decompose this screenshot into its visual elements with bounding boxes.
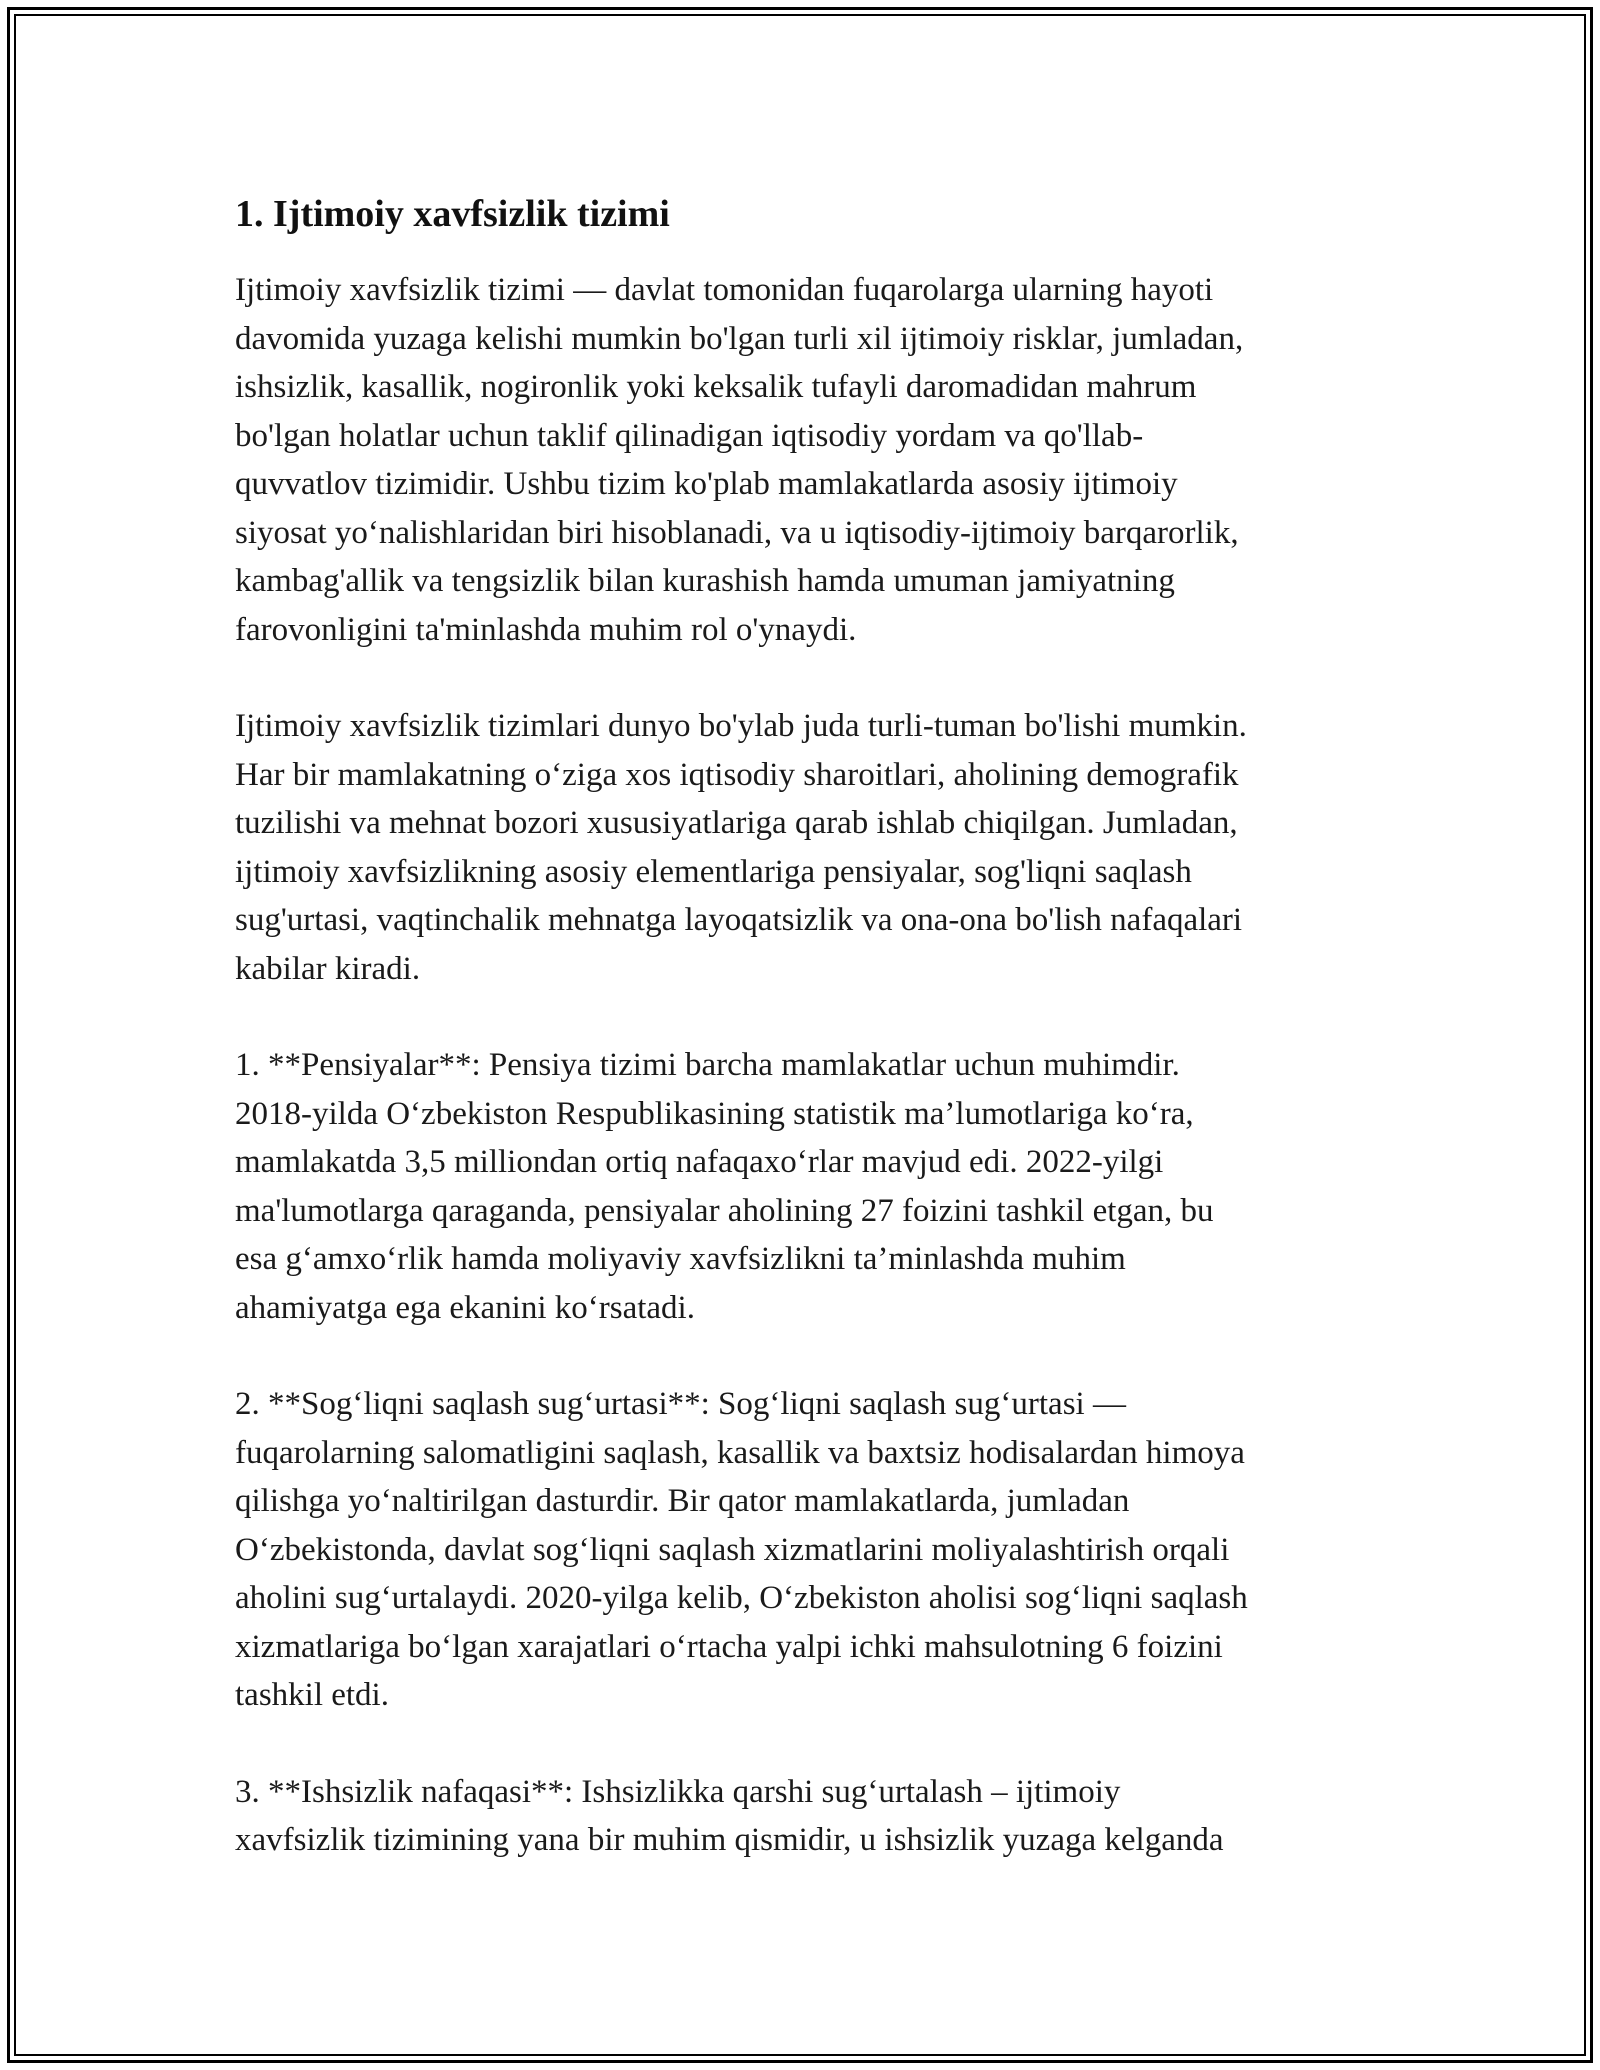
list-item-health-insurance: 2. **Sog‘liqni saqlash sug‘urtasi**: Sog‘liqni saqlash sug‘urtasi — fuqarolarning salomatligini saqlash, kasallik va baxtsiz hodisalardan himoya qilishga yo‘naltirilgan dasturdir. Bir qator mamlakatlarda, jumladan O‘zbekistonda, davlat sog‘liqni saqlash xizmatlarini moliyalashtirish orqali aholini sug‘urtalaydi. 2020-yilga kelib, O‘zbekiston aholisi sog‘liqni saqlash xizmatlariga bo‘lgan xarajatlari o‘rtacha yalpi ichki mahsulotning 6 foizini tashkil etdi. (235, 1386, 1248, 1713)
paragraph-intro: Ijtimoiy xavfsizlik tizimi — davlat tomonidan fuqarolarga ularning hayoti davomida yuzaga kelishi mumkin bo'lgan turli xil ijtimoiy risklar, jumladan, ishsizlik, kasallik, nogironlik yoki keksalik tufayli daromadidan mahrum bo'lgan holatlar uchun taklif qilinadigan iqtisodiy yordam va qo'llab- quvvatlov tizimidir. Ushbu tizim ko'plab mamlakatlarda asosiy ijtimoiy siyosat yo‘nalishlaridan biri hisoblanadi, va u iqtisodiy-ijtimoiy barqarorlik, kambag'allik va tengsizlik bilan kurashish hamda umuman jamiyatning farovonligini ta'minlashda muhim rol o'ynaydi. (235, 272, 1244, 648)
document-body (235, 188, 1365, 1913)
list-item-pensions: 1. **Pensiyalar**: Pensiya tizimi barcha mamlakatlar uchun muhimdir. 2018-yilda O‘zbekiston Respublikasining statistik ma’lumotlariga ko‘ra, mamlakatda 3,5 milliondan ortiq nafaqaxo‘rlar mavjud edi. 2022-yilgi ma'lumotlarga qaraganda, pensiyalar aholining 27 foizini tashkil etgan, bu esa g‘amxo‘rlik hamda moliyaviy xavfsizlikni ta’minlashda muhim ahamiyatga ega ekanini ko‘rsatadi. (235, 1047, 1214, 1326)
list-item-unemployment: 3. **Ishsizlik nafaqasi**: Ishsizlikka qarshi sug‘urtalash – ijtimoiy xavfsizlik tizimining yana bir muhim qismidir, u ishsizlik yuzaga kelganda (235, 1773, 1224, 1858)
paragraph-systems: Ijtimoiy xavfsizlik tizimlari dunyo bo'ylab juda turli-tuman bo'lishi mumkin. Har bir mamlakatning o‘ziga xos iqtisodiy sharoitlari, aholining demografik tuzilishi va mehnat bozori xususiyatlariga qarab ishlab chiqilgan. Jumladan, ijtimoiy xavfsizlikning asosiy elementlariga pensiyalar, sog'liqni saqlash sug'urtasi, vaqtinchalik mehnatga layoqatsizlik va ona-ona bo'lish nafaqalari kabilar kiradi. (235, 708, 1247, 987)
section-heading: 1. Ijtimoiy xavfsizlik tizimi (235, 193, 670, 235)
